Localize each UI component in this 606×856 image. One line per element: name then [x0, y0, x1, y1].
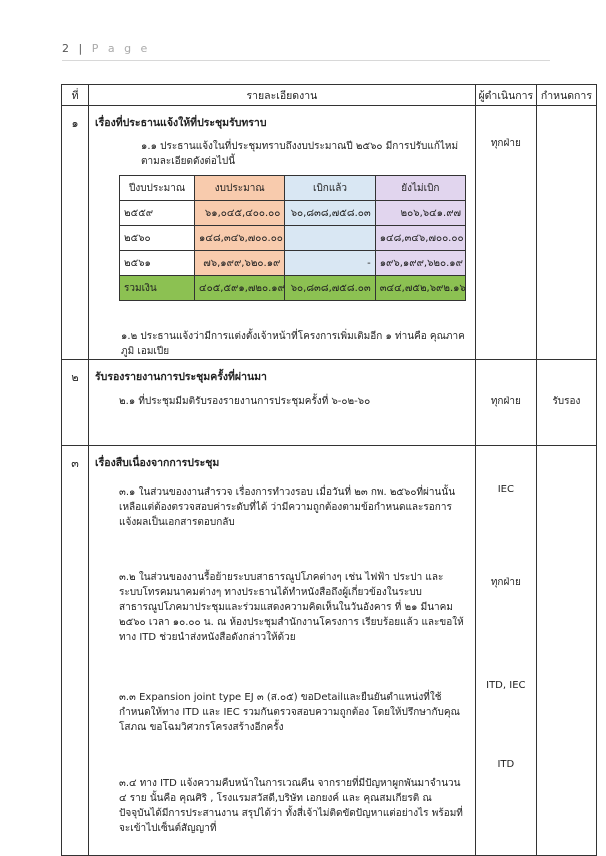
- item-text: ๓.๓ Expansion joint type EJ ๓ (ส.๐๕) ขอDetailและยืนยันตำแหน่งที่ใช้ กำหนดให้ทาง ITD และ IEC รวมกันตรวจสอบความถูกต้อง โดยให้ปรึกษากับคุณโสภณ ขอโฉมวิศวกรโครงสร้างอีกครั้ง: [119, 692, 460, 733]
- page-number: 2 | P a g e: [62, 42, 151, 55]
- budget-header: ปีงบประมาณ: [120, 176, 195, 201]
- due-cell: [536, 106, 596, 360]
- owner-text: ITD, IEC: [486, 680, 526, 691]
- section-number: ๑: [62, 106, 89, 360]
- section-row: [62, 360, 597, 446]
- budget-row: [120, 226, 466, 251]
- budget-total-row: [120, 276, 466, 301]
- budget-total-label: รวมเงิน: [120, 276, 195, 301]
- section-detail: [89, 446, 476, 856]
- section-number: ๒: [62, 360, 89, 446]
- budget-cell: ๑๔๘,๓๔๖,๗๐๐.๐๐: [195, 226, 285, 251]
- section-row: [62, 106, 597, 360]
- item-text: ๓.๒ ในส่วนของงานรื้อย้ายระบบสาธารณูปโภคต่างๆ เช่น ไฟฟ้า ประปา และระบบโทรคมนาคมต่างๆ ทางประธานได้ทำหนังสือถึงผู้เกี่ยวข้องในระบบสาธารณูปโภคมาประชุมและร่วมแสดงความคิดเห็นในวันอังคาร ที่ ๒๑ มีนาคม ๒๕๖๐ เวลา ๑๐.๐๐ น. ณ ห้องประชุมสำนักงานโครงการ เรียบร้อยแล้ว และขอให้ทาง ITD ช่วยนำส่งหนังสือดังกล่าวให้ด้วย: [119, 572, 464, 643]
- budget-cell: ๒๐๖,๖๔๑.๙๗: [375, 201, 465, 226]
- budget-cell: [285, 226, 375, 251]
- section-number: ๓: [62, 446, 89, 856]
- due-text: รับรอง: [552, 396, 581, 407]
- owner-text: ทุกฝ่าย: [490, 138, 521, 149]
- item-text: ๑.๑ ประธานแจ้งในที่ประชุมทราบถึงงบประมาณปี ๒๕๖๐ มีการปรับแก้ไหม่ ตามละเอียดดังต่อไปนี้: [141, 141, 459, 167]
- owner-cell: [475, 446, 536, 856]
- budget-header: ยังไม่เบิก: [375, 176, 465, 201]
- owner-text: ทุกฝ่าย: [490, 396, 521, 407]
- section-detail: [89, 360, 476, 446]
- budget-header: เบิกแล้ว: [285, 176, 375, 201]
- budget-table: [119, 175, 466, 301]
- item-text: ๒.๑ ที่ประชุมมีมติรับรองรายงานการประชุมครั้งที่ ๖-๐๒-๖๐: [119, 396, 371, 407]
- budget-total-cell: ๖๐,๘๓๘,๗๕๘.๐๓: [285, 276, 375, 301]
- due-cell: [536, 446, 596, 856]
- item-text: ๓.๔ ทาง ITD แจ้งความคืบหน้าในการเวณคืน จากรายที่มีปัญหาผูกพันมาจำนวน ๔ ราย นั้นคือ คุณศิริ , โรงแรมสวัสดี,บริษัท เอกยงค์ และ คุณสมเกียรติ ณ ปัจจุบันได้มีการประสานงาน สรุปได้ว่า ทั้งสี่เจ้าไม่ติดขัดปัญหาแต่อย่างไร พร้อมที่จะเข้าไปเซ็นต์สัญญาที่: [119, 778, 463, 834]
- minutes-table: [61, 84, 597, 856]
- budget-cell: -: [285, 251, 375, 276]
- budget-cell: ๒๕๖๐: [120, 226, 195, 251]
- header-row: [62, 85, 597, 106]
- budget-cell: ๑๙๖,๑๙๙,๖๒๐.๑๙: [375, 251, 465, 276]
- due-cell: [536, 360, 596, 446]
- budget-total-cell: ๔๐๕,๕๙๑,๗๒๐.๑๙: [195, 276, 285, 301]
- owner-text: ทุกฝ่าย: [490, 577, 521, 588]
- budget-cell: ๖๑,๐๔๕,๔๐๐.๐๐: [195, 201, 285, 226]
- budget-header-row: [120, 176, 466, 201]
- col-due-header: กำหนดการ: [536, 85, 596, 106]
- section-title: เรื่องสืบเนื่องจากการประชุม: [95, 457, 220, 469]
- budget-total-cell: ๓๔๔,๗๕๒,๖๙๒.๑๖: [375, 276, 465, 301]
- col-detail-header: รายละเอียดงาน: [89, 85, 476, 106]
- budget-cell: ๗๖,๑๙๙,๖๒๐.๑๙: [195, 251, 285, 276]
- budget-row: [120, 251, 466, 276]
- budget-header: งบประมาณ: [195, 176, 285, 201]
- owner-text: IEC: [497, 484, 514, 495]
- item-text: ๑.๒ ประธานแจ้งว่ามีการแต่งตั้งเจ้าหน้าที่โครงการเพิ่มเติมอีก ๑ ท่านคือ คุณภาคภูมิ เอมเปีย: [121, 331, 465, 357]
- header-rule: [62, 60, 550, 61]
- section-row: [62, 446, 597, 856]
- owner-cell: [475, 360, 536, 446]
- section-title: รับรองรายงานการประชุมครั้งที่ผ่านมา: [95, 371, 267, 383]
- owner-text: ITD: [497, 759, 515, 770]
- col-no-header: ที่: [62, 85, 89, 106]
- section-title: เรื่องที่ประธานแจ้งให้ที่ประชุมรับทราบ: [95, 117, 267, 129]
- col-owner-header: ผู้ดำเนินการ: [475, 85, 536, 106]
- budget-cell: ๑๔๘,๓๔๖,๗๐๐.๐๐: [375, 226, 465, 251]
- budget-cell: ๒๕๖๑: [120, 251, 195, 276]
- item-text: ๓.๑ ในส่วนของงานสำรวจ เรื่องการทำวงรอบ เมื่อวันที่ ๒๓ กพ. ๒๕๖๐ที่ผ่านนั้น เหลือแต่ต้องตรวจสอบค่าระดับที่ได้ ว่ามีความถูกต้องตามข้อกำหนดและรอการแจ้งผลเป็นเอกสารตอบกลับ: [119, 487, 456, 528]
- budget-cell: ๒๕๕๙: [120, 201, 195, 226]
- section-detail: [89, 106, 476, 360]
- budget-row: [120, 201, 466, 226]
- owner-cell: [475, 106, 536, 360]
- budget-cell: ๖๐,๘๓๘,๗๕๘.๐๓: [285, 201, 375, 226]
